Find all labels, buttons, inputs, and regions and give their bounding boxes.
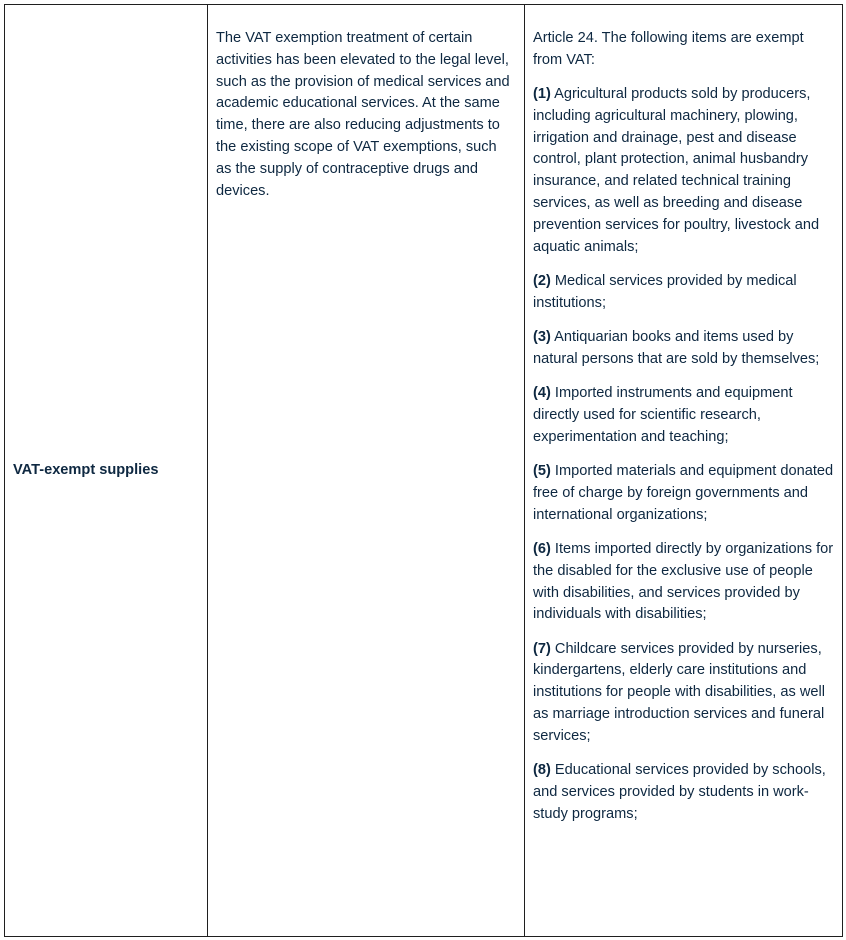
- law-item: [533, 760, 834, 825]
- law-intro: Article 24. The following items are exempt from VAT:: [533, 30, 804, 68]
- law-item-number: (2): [533, 272, 551, 289]
- law-item-text: Imported instruments and equipment directly used for scientific research, experimentation and teaching;: [533, 385, 793, 445]
- law-item-number: (7): [533, 640, 551, 657]
- law-text: [525, 5, 842, 826]
- law-item-text: Imported materials and equipment donated free of charge by foreign governments and international organizations;: [533, 463, 834, 523]
- law-item-number: (4): [533, 385, 551, 402]
- law-item-text: Items imported directly by organizations for the disabled for the exclusive use of people with disabilities, and services provided by individuals with disabilities;: [533, 540, 834, 623]
- law-item-text: Agricultural products sold by producers, including agricultural machinery, plowing, irrigation and drainage, pest and disease control, plant protection, animal husbandry insurance, and related technical training services, as well as breeding and disease prevention services for poultry, livestock and aquatic animals;: [533, 86, 820, 255]
- law-item: [533, 327, 834, 371]
- law-item: [533, 461, 834, 526]
- law-item: [533, 639, 834, 748]
- topic-cell: [5, 5, 208, 937]
- law-item: [533, 539, 834, 626]
- law-item-number: (5): [533, 463, 551, 480]
- law-item-number: (3): [533, 329, 551, 346]
- law-item: [533, 271, 834, 315]
- law-item-number: (6): [533, 540, 551, 557]
- law-item-text: Antiquarian books and items used by natural persons that are sold by themselves;: [533, 329, 820, 367]
- law-item-text: Childcare services provided by nurseries, kindergartens, elderly care institutions and institutions for people with disabilities, as well as marriage introduction services and funeral services;: [533, 640, 826, 744]
- change-summary-text: The VAT exemption treatment of certain activities has been elevated to the legal level, such as the provision of medical services and academic educational services. At the same time, there are also reducing adjustments to the existing scope of VAT exemptions, such as the supply of contraceptive drugs and devices.: [216, 30, 510, 199]
- law-item: [533, 383, 834, 448]
- law-text-cell: [525, 5, 843, 937]
- topic-label: VAT-exempt supplies: [13, 461, 159, 478]
- law-item-text: Medical services provided by medical institutions;: [533, 272, 797, 311]
- table-row: [5, 5, 843, 937]
- change-summary-cell: [208, 5, 525, 937]
- law-item-number: (8): [533, 762, 551, 779]
- law-item-number: (1): [533, 86, 551, 103]
- law-item-text: Educational services provided by schools, and services provided by students in work-study programs;: [533, 762, 826, 822]
- comparison-table: [4, 4, 843, 937]
- law-item: [533, 84, 834, 258]
